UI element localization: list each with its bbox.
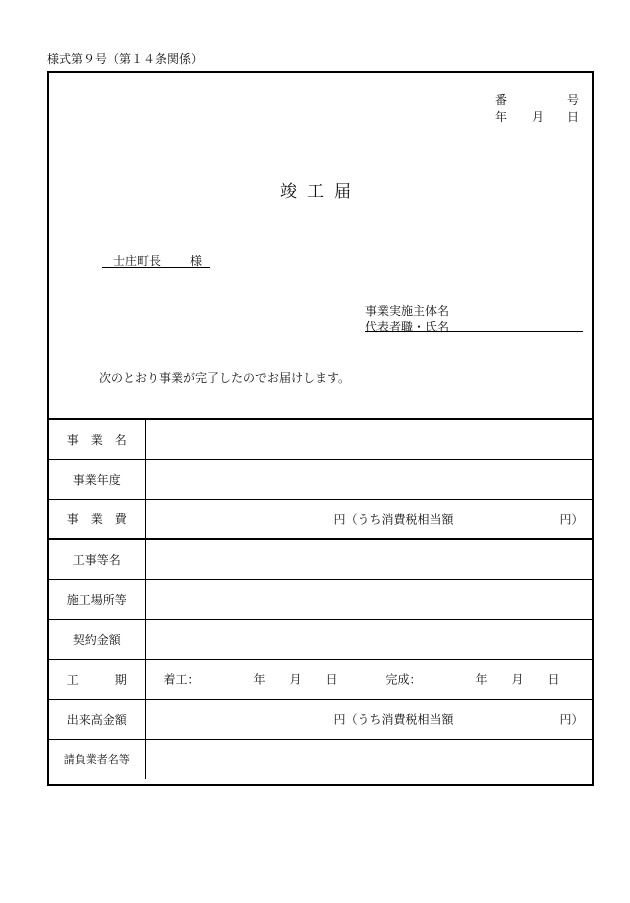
table-row	[49, 459, 592, 499]
representative-label: 代表者職・氏名	[365, 320, 450, 334]
site-field[interactable]	[145, 579, 592, 619]
project-cost-yen-label: 円（うち消費税相当額	[333, 512, 454, 527]
project-cost-tax-close: 円）	[559, 512, 584, 527]
table-row	[49, 539, 592, 579]
year-label: 年	[495, 110, 508, 124]
fiscal-year-field[interactable]	[145, 459, 592, 499]
progress-amount-field[interactable]	[145, 699, 592, 739]
form-frame	[47, 71, 594, 786]
day-label: 日	[567, 110, 580, 124]
start-label: 着工：	[163, 672, 200, 687]
start-year: 年	[253, 672, 266, 687]
row-label-period: 工 期	[49, 659, 145, 699]
addressee-name: 士庄町長	[113, 254, 162, 268]
start-day: 日	[325, 672, 338, 687]
table-row	[49, 419, 592, 459]
table-row	[49, 619, 592, 659]
number-label: 番	[495, 93, 508, 107]
start-month: 月	[289, 672, 302, 687]
row-label-contractor: 請負業者名等	[49, 739, 145, 779]
month-label: 月	[532, 110, 545, 124]
representative-underline	[365, 331, 583, 332]
addressee-honorific: 様	[190, 254, 203, 268]
project-name-field[interactable]	[145, 419, 592, 459]
row-label-project-name: 事 業 名	[49, 419, 145, 459]
entity-label: 事業実施主体名	[365, 304, 450, 318]
table-row	[49, 499, 592, 539]
end-month: 月	[511, 672, 524, 687]
row-label-progress-amount: 出来高金額	[49, 699, 145, 739]
table-row	[49, 659, 592, 699]
number-suffix: 号	[567, 93, 580, 107]
form-header-section	[49, 73, 592, 418]
work-name-field[interactable]	[145, 539, 592, 579]
form-table	[49, 418, 592, 779]
table-row	[49, 579, 592, 619]
row-label-contract-amount: 契約金額	[49, 619, 145, 659]
progress-amount-yen-label: 円（うち消費税相当額	[333, 712, 454, 727]
row-label-work-name: 工事等名	[49, 539, 145, 579]
contractor-field[interactable]	[145, 739, 592, 779]
addressee	[102, 252, 210, 268]
row-label-fiscal-year: 事業年度	[49, 459, 145, 499]
form-title: 竣工届	[280, 182, 361, 202]
end-day: 日	[547, 672, 560, 687]
row-label-site: 施工場所等	[49, 579, 145, 619]
notice-message: 次のとおり事業が完了したのでお届けします。	[99, 371, 351, 385]
project-cost-field[interactable]	[145, 499, 592, 539]
progress-amount-tax-close: 円）	[559, 712, 584, 727]
period-field[interactable]	[145, 659, 592, 699]
contract-amount-field[interactable]	[145, 619, 592, 659]
end-label: 完成：	[385, 672, 422, 687]
form-id: 様式第９号（第１４条関係）	[47, 52, 204, 66]
row-label-project-cost: 事 業 費	[49, 499, 145, 539]
end-year: 年	[475, 672, 488, 687]
table-row	[49, 739, 592, 779]
table-row	[49, 699, 592, 739]
